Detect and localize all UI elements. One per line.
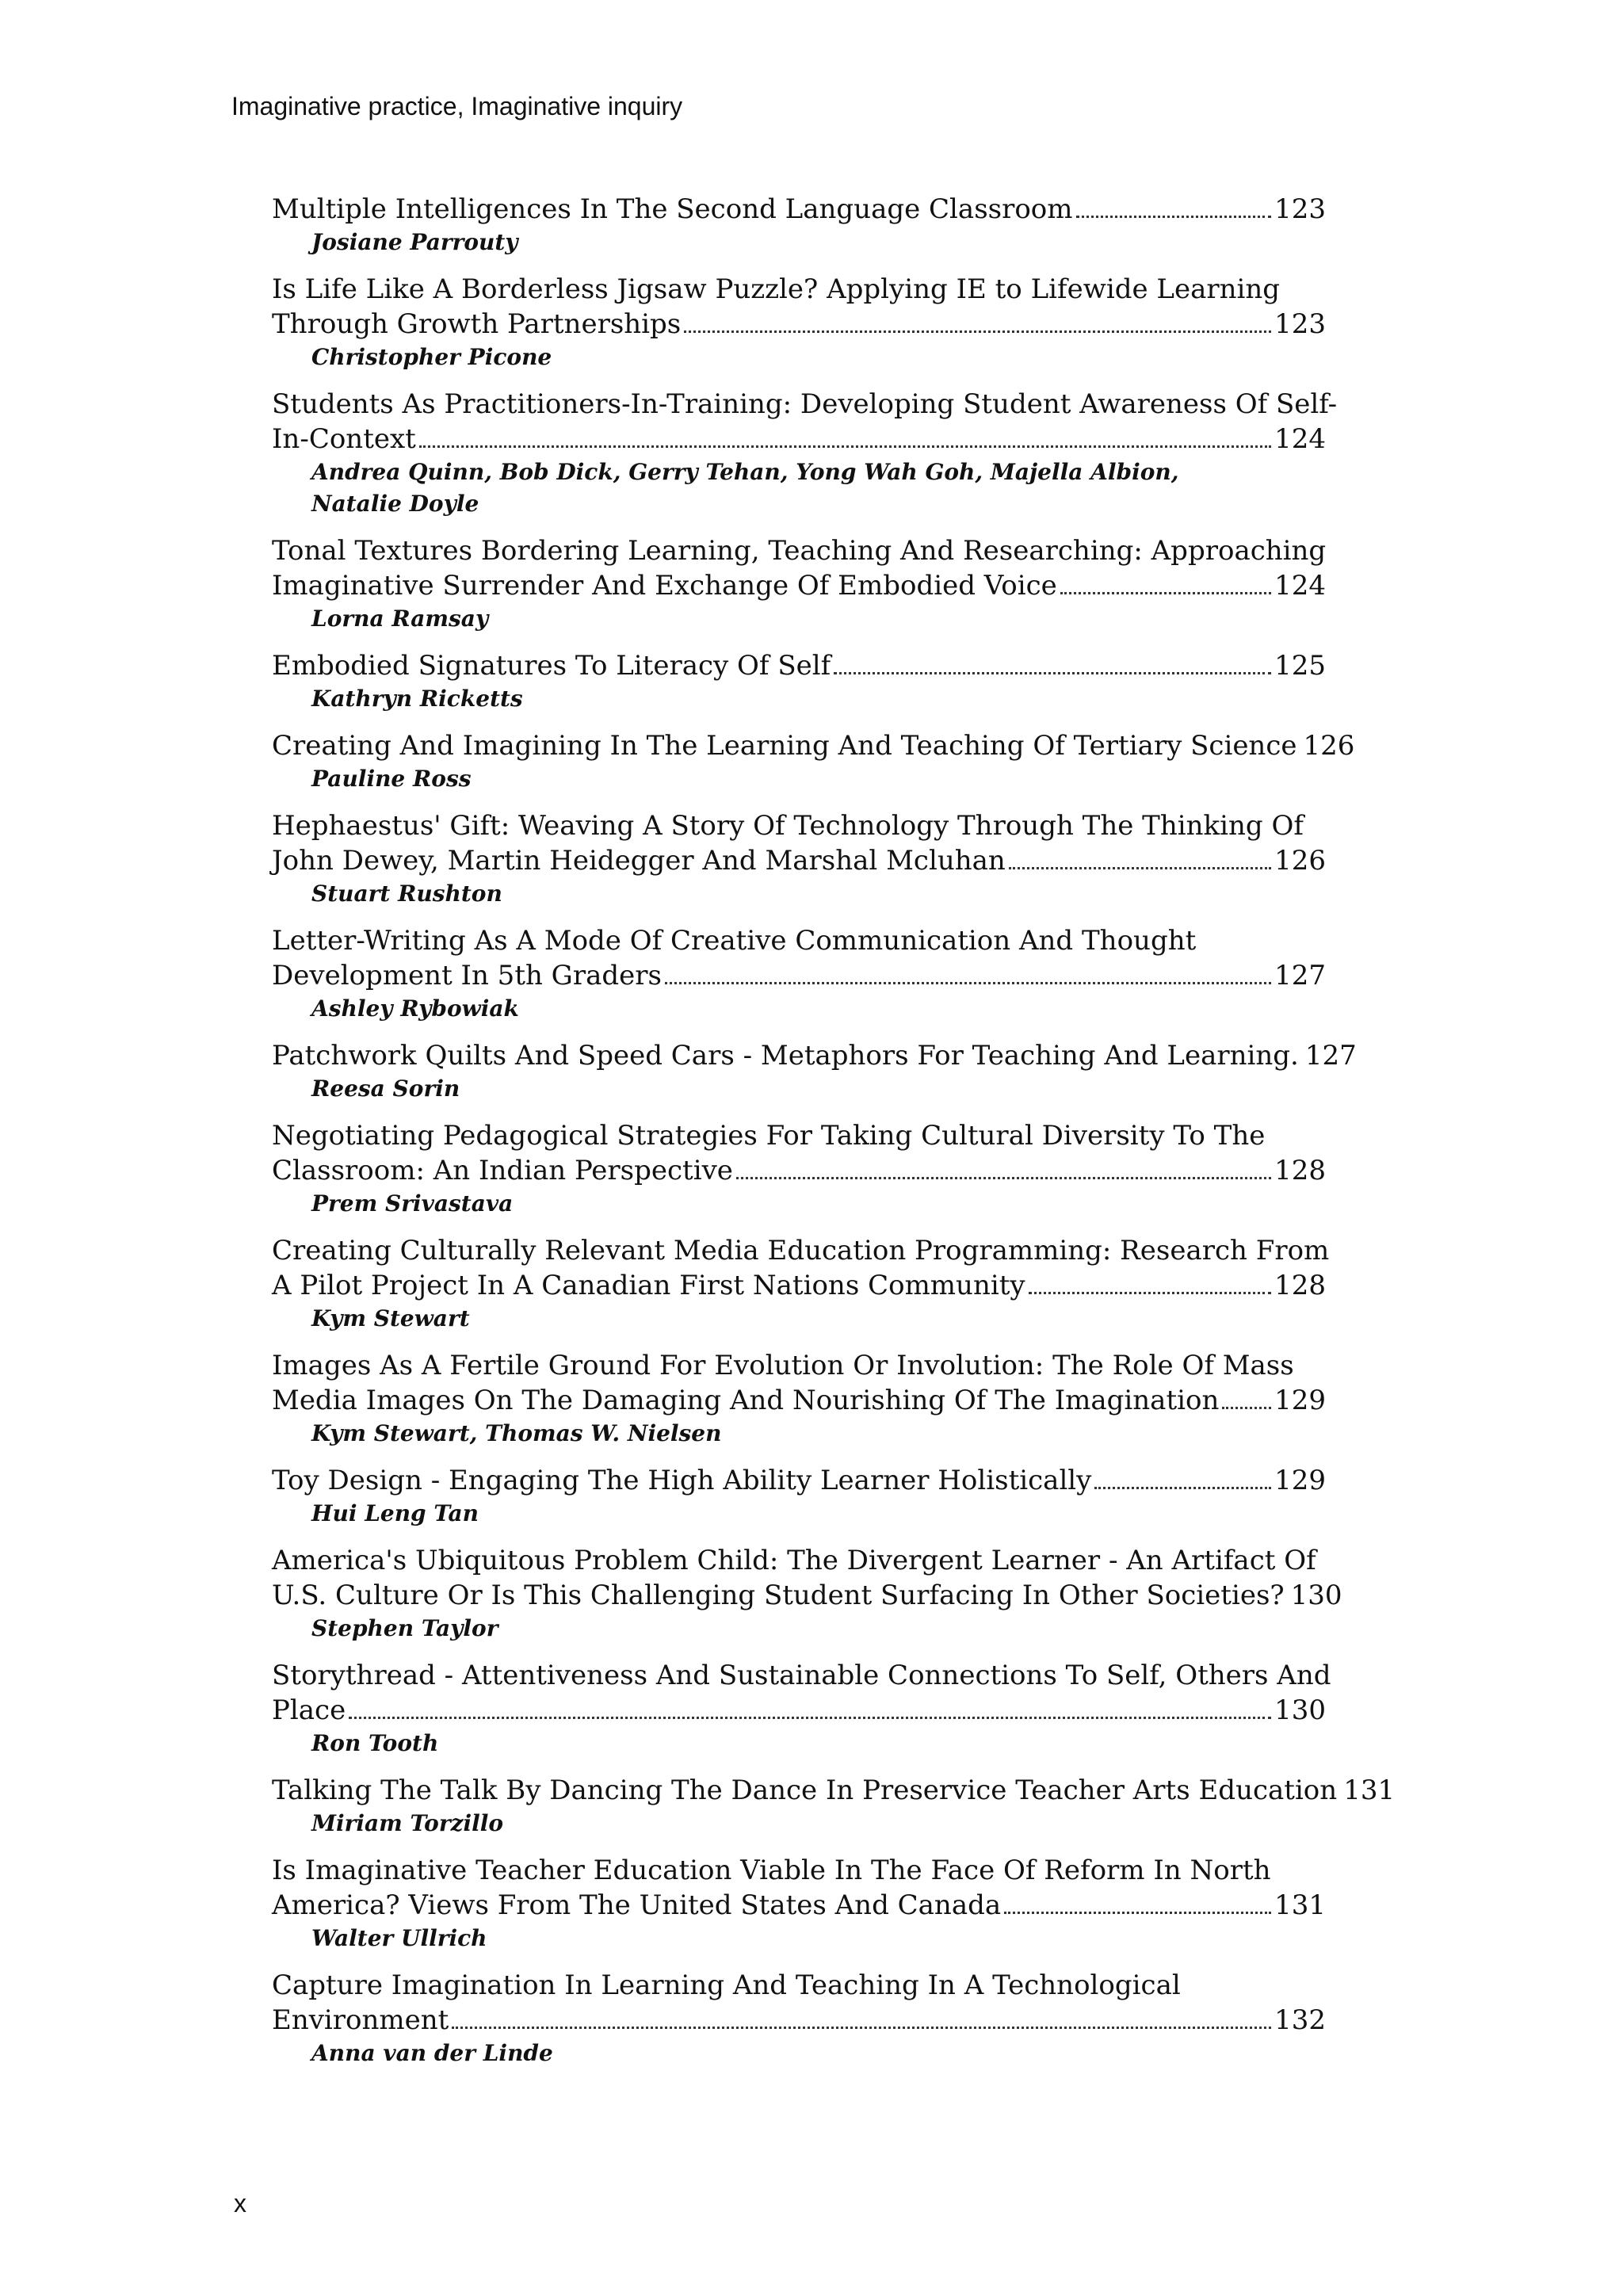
toc-entry — [272, 1348, 1326, 1450]
toc-entry — [272, 387, 1338, 520]
toc-title-text: Hephaestus' Gift: Weaving A Story Of Technology Through The Thinking Of — [272, 810, 1304, 842]
toc-title-line — [272, 1233, 1330, 1268]
page-number: x — [234, 2189, 246, 2218]
toc-title-line — [272, 307, 1326, 342]
toc-page-number: 131 — [1274, 1889, 1326, 1921]
toc-page-number: 132 — [1274, 2004, 1326, 2036]
toc-title-text: Through Growth Partnerships — [272, 308, 682, 340]
toc-title-text: Imaginative Surrender And Exchange Of Embodied Voice — [272, 570, 1057, 602]
toc-page-number: 130 — [1274, 1694, 1326, 1726]
toc-title-text: America's Ubiquitous Problem Child: The Divergent Learner - An Artifact Of — [272, 1545, 1316, 1576]
toc-entry — [272, 923, 1326, 1025]
toc-title-text: U.S. Culture Or Is This Challenging Student Surfacing In Other Societies? — [272, 1580, 1285, 1611]
toc-title-line — [272, 533, 1326, 568]
dot-leader — [1060, 592, 1271, 594]
toc-title-line — [272, 1888, 1326, 1923]
toc-authors: Christopher Picone — [311, 344, 552, 370]
toc-title-line — [272, 923, 1326, 958]
toc-page-number: 127 — [1274, 960, 1326, 991]
toc-page-number: 129 — [1274, 1385, 1326, 1416]
toc-title-text: Students As Practitioners-In-Training: Developing Student Awareness Of Self- — [272, 388, 1338, 420]
toc-entry — [272, 1658, 1331, 1759]
toc-entry — [272, 1543, 1342, 1645]
toc-authors: Miriam Torzillo — [311, 1810, 504, 1836]
toc-page-number: 126 — [1274, 845, 1326, 877]
toc-title-line — [272, 808, 1326, 843]
dot-leader — [1009, 867, 1271, 869]
toc-authors: Prem Srivastava — [311, 1190, 514, 1217]
toc-entry — [272, 1233, 1330, 1335]
toc-title-line — [272, 387, 1338, 422]
toc-entry — [272, 1773, 1396, 1839]
toc-title-line — [272, 1658, 1331, 1693]
toc-title-text: Is Life Like A Borderless Jigsaw Puzzle? Applying IE to Lifewide Learning — [272, 273, 1281, 305]
toc-title-text: Place — [272, 1694, 346, 1726]
toc-title-text: Multiple Intelligences In The Second Language Classroom — [272, 193, 1073, 225]
toc-entry — [272, 1463, 1326, 1530]
toc-title-line — [272, 568, 1326, 603]
toc-title-line — [272, 1693, 1326, 1728]
toc-title-text: John Dewey, Martin Heidegger And Marshal Mcluhan — [272, 845, 1006, 877]
toc-title-line — [272, 1463, 1326, 1498]
dot-leader — [834, 672, 1271, 674]
toc-entry — [272, 1853, 1326, 1954]
toc-title-line — [272, 1543, 1326, 1578]
toc-title-text: Letter-Writing As A Mode Of Creative Communication And Thought — [272, 925, 1197, 957]
toc-page-number: 129 — [1274, 1465, 1326, 1496]
toc-entry — [272, 808, 1326, 910]
toc-authors: Hui Leng Tan — [311, 1500, 479, 1526]
toc-authors: Ron Tooth — [311, 1730, 439, 1756]
toc-title-text: A Pilot Project In A Canadian First Nations Community — [272, 1270, 1025, 1301]
toc-title-line — [272, 1118, 1326, 1153]
toc-authors: Anna van der Linde — [311, 2040, 553, 2066]
toc-title-text: Is Imaginative Teacher Education Viable In The Face Of Reform In North — [272, 1855, 1271, 1886]
toc-title-line — [272, 728, 1355, 763]
running-header: Imaginative practice, Imaginative inquiry — [231, 92, 683, 120]
toc-title-text: Creating And Imagining In The Learning And Teaching Of Tertiary Science — [272, 730, 1297, 762]
toc-title-text: Talking The Talk By Dancing The Dance In Preservice Teacher Arts Education — [272, 1775, 1338, 1806]
toc-title-line — [272, 1578, 1342, 1613]
toc-title-line — [272, 648, 1326, 683]
toc-title-line — [272, 1968, 1326, 2003]
toc-entry — [272, 728, 1355, 795]
dot-leader — [736, 1177, 1271, 1179]
toc-authors: Natalie Doyle — [311, 491, 479, 517]
toc-title-text: Negotiating Pedagogical Strategies For Taking Cultural Diversity To The — [272, 1120, 1266, 1152]
dot-leader — [1004, 1912, 1271, 1914]
toc-page-number: 131 — [1343, 1775, 1396, 1806]
dot-leader — [1222, 1407, 1271, 1409]
toc-entry — [272, 1038, 1357, 1105]
toc-title-line — [272, 1383, 1326, 1418]
toc-title-line — [272, 1038, 1357, 1073]
toc-page-number: 130 — [1290, 1580, 1342, 1611]
toc-page-number: 127 — [1304, 1040, 1357, 1072]
dot-leader — [665, 982, 1271, 984]
toc-authors: Kym Stewart — [311, 1305, 470, 1331]
toc-page-number: 124 — [1274, 423, 1326, 455]
toc-title-text: Classroom: An Indian Perspective — [272, 1155, 733, 1186]
toc-title-text: Embodied Signatures To Literacy Of Self — [272, 650, 831, 682]
dot-leader — [1076, 216, 1272, 218]
toc-authors: Pauline Ross — [311, 766, 472, 792]
toc-title-line — [272, 2003, 1326, 2038]
toc-title-text: Capture Imagination In Learning And Teaching In A Technological — [272, 1969, 1181, 2001]
toc-title-text: Environment — [272, 2004, 449, 2036]
toc-page-number: 124 — [1274, 570, 1326, 602]
toc-page-number: 125 — [1274, 650, 1326, 682]
toc-page-number: 123 — [1274, 193, 1326, 225]
toc-entry — [272, 533, 1326, 635]
toc-title-text: Creating Culturally Relevant Media Education Programming: Research From — [272, 1235, 1330, 1266]
dot-leader — [452, 2027, 1271, 2029]
toc-title-line — [272, 1773, 1396, 1808]
toc-authors: Kym Stewart, Thomas W. Nielsen — [311, 1420, 722, 1446]
toc-title-line — [272, 1348, 1326, 1383]
toc-page-number: 128 — [1274, 1270, 1326, 1301]
toc-authors: Andrea Quinn, Bob Dick, Gerry Tehan, Yong Wah Goh, Majella Albion, — [311, 459, 1179, 485]
dot-leader — [1094, 1487, 1271, 1489]
toc-title-text: Media Images On The Damaging And Nourishing Of The Imagination — [272, 1385, 1220, 1416]
toc-entry — [272, 272, 1326, 373]
toc-title-line — [272, 192, 1326, 227]
toc-title-text: America? Views From The United States And Canada — [272, 1889, 1002, 1921]
toc-title-line — [272, 272, 1326, 307]
toc-title-line — [272, 1268, 1326, 1303]
toc-title-text: Storythread - Attentiveness And Sustainable Connections To Self, Others And — [272, 1660, 1331, 1691]
toc-title-text: Development In 5th Graders — [272, 960, 662, 991]
toc-title-line — [272, 422, 1326, 457]
toc-page-number: 128 — [1274, 1155, 1326, 1186]
toc-title-text: Toy Design - Engaging The High Ability Learner Holistically — [272, 1465, 1092, 1496]
toc-title-text: Patchwork Quilts And Speed Cars - Metaphors For Teaching And Learning. — [272, 1040, 1299, 1072]
toc-authors: Ashley Rybowiak — [311, 995, 519, 1022]
toc-title-text: In-Context — [272, 423, 416, 455]
dot-leader — [419, 445, 1271, 448]
toc-title-line — [272, 958, 1326, 993]
toc-entry — [272, 192, 1326, 258]
toc-authors: Kathryn Ricketts — [311, 686, 523, 712]
table-of-contents — [272, 192, 1396, 2083]
toc-title-text: Tonal Textures Bordering Learning, Teaching And Researching: Approaching — [272, 535, 1327, 567]
dot-leader — [684, 330, 1271, 333]
toc-title-line — [272, 843, 1326, 878]
toc-page-number: 126 — [1303, 730, 1355, 762]
toc-title-line — [272, 1153, 1326, 1188]
toc-authors: Lorna Ramsay — [311, 606, 489, 632]
toc-authors: Reesa Sorin — [311, 1075, 460, 1102]
toc-entry — [272, 648, 1326, 715]
toc-authors: Walter Ullrich — [311, 1925, 487, 1951]
toc-title-text: Images As A Fertile Ground For Evolution Or Involution: The Role Of Mass — [272, 1350, 1294, 1381]
toc-authors: Stephen Taylor — [311, 1615, 498, 1641]
toc-title-line — [272, 1853, 1326, 1888]
toc-authors: Josiane Parrouty — [311, 229, 518, 255]
dot-leader — [349, 1717, 1271, 1719]
dot-leader — [1029, 1292, 1272, 1294]
toc-entry — [272, 1968, 1326, 2069]
toc-entry — [272, 1118, 1326, 1220]
toc-page-number: 123 — [1274, 308, 1326, 340]
toc-authors: Stuart Rushton — [311, 881, 502, 907]
